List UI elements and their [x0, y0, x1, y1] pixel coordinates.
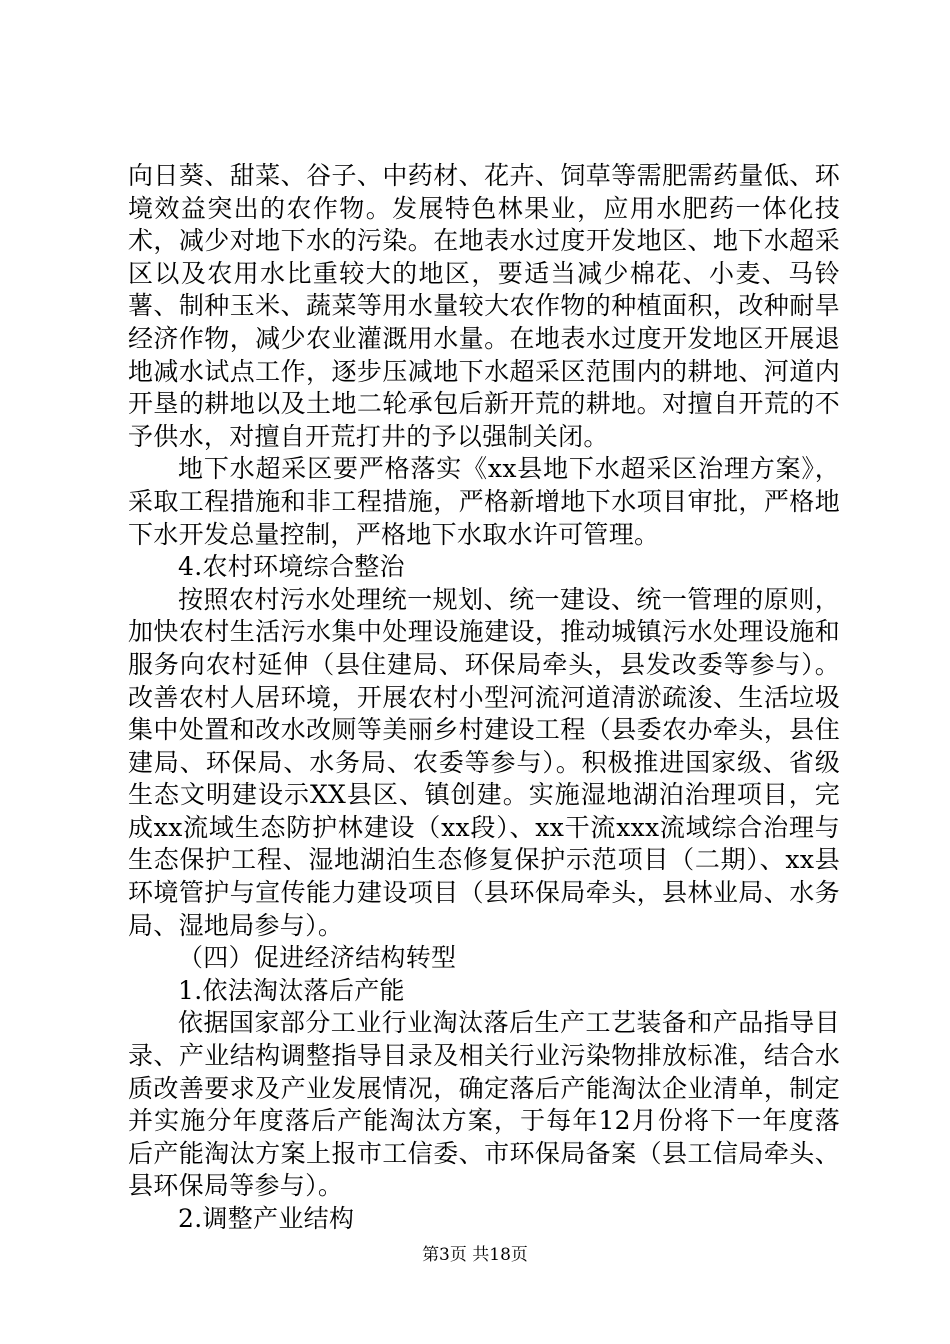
page-number-footer: 第3页 共18页: [422, 1245, 528, 1265]
section-heading-rural-environment: 4.农村环境综合整治: [178, 552, 405, 582]
section-heading-industry-structure: 2.调整产业结构: [178, 1204, 355, 1233]
paragraph-groundwater: 地下水超采区要严格落实《xx县地下水超采区治理方案》，采取工程措施和非工程措施，严格新增地下水项目审批，严格地下水开发总量控制，严格地下水取水许可管理。: [128, 454, 840, 549]
paragraph-rural-environment: 按照农村污水处理统一规划、统一建设、统一管理的原则，加快农村生活污水集中处理设施建设，推动城镇污水处理设施和服务向农村延伸（县住建局、环保局牵头，县发改委等参与）。改善农村人居环境，开展农村小型河流河道清淤疏浚、生活垃圾集中处置和改水改厕等美丽乡村建设工程（县委农办牵头，县住建局、环保局、水务局、农委等参与）。积极推进国家级、省级生态文明建设示XX县区、镇创建。实施湿地湖泊治理项目，完成xx流域生态防护林建设（xx段）、xx干流xxx流域综合治理与生态保护工程、湿地湖泊生态修复保护示范项目（二期）、xx县环境管护与宣传能力建设项目（县环保局牵头，县林业局、水务局、湿地局参与）。: [128, 584, 840, 940]
section-heading-economic-transformation: （四）促进经济结构转型: [178, 943, 457, 973]
document-body: [128, 160, 840, 1236]
paragraph-eliminate-capacity: 依据国家部分工业行业淘汰落后生产工艺装备和产品指导目录、产业结构调整指导目录及相关行业污染物排放标准，结合水质改善要求及产业发展情况，确定落后产能淘汰企业清单，制定并实施分年度落后产能淘汰方案，于每年12月份将下一年度落后产能淘汰方案上报市工信委、市环保局备案（县工信局牵头、县环保局等参与）。: [128, 1008, 840, 1201]
section-heading-eliminate-capacity: 1.依法淘汰落后产能: [178, 975, 405, 1005]
paragraph-continued: 向日葵、甜菜、谷子、中药材、花卉、饲草等需肥需药量低、环境效益突出的农作物。发展特色林果业，应用水肥药一体化技术，减少对地下水的污染。在地表水过度开发地区、地下水超采区以及农用水比重较大的地区，要适当减少棉花、小麦、马铃薯、制种玉米、蔬菜等用水量较大农作物的种植面积，改种耐旱经济作物，减少农业灌溉用水量。在地表水过度开发地区开展退地减水试点工作，逐步压减地下水超采区范围内的耕地、河道内开垦的耕地以及土地二轮承包后新开荒的耕地。对擅自开荒的不予供水，对擅自开荒打井的予以强制关闭。: [128, 161, 840, 451]
